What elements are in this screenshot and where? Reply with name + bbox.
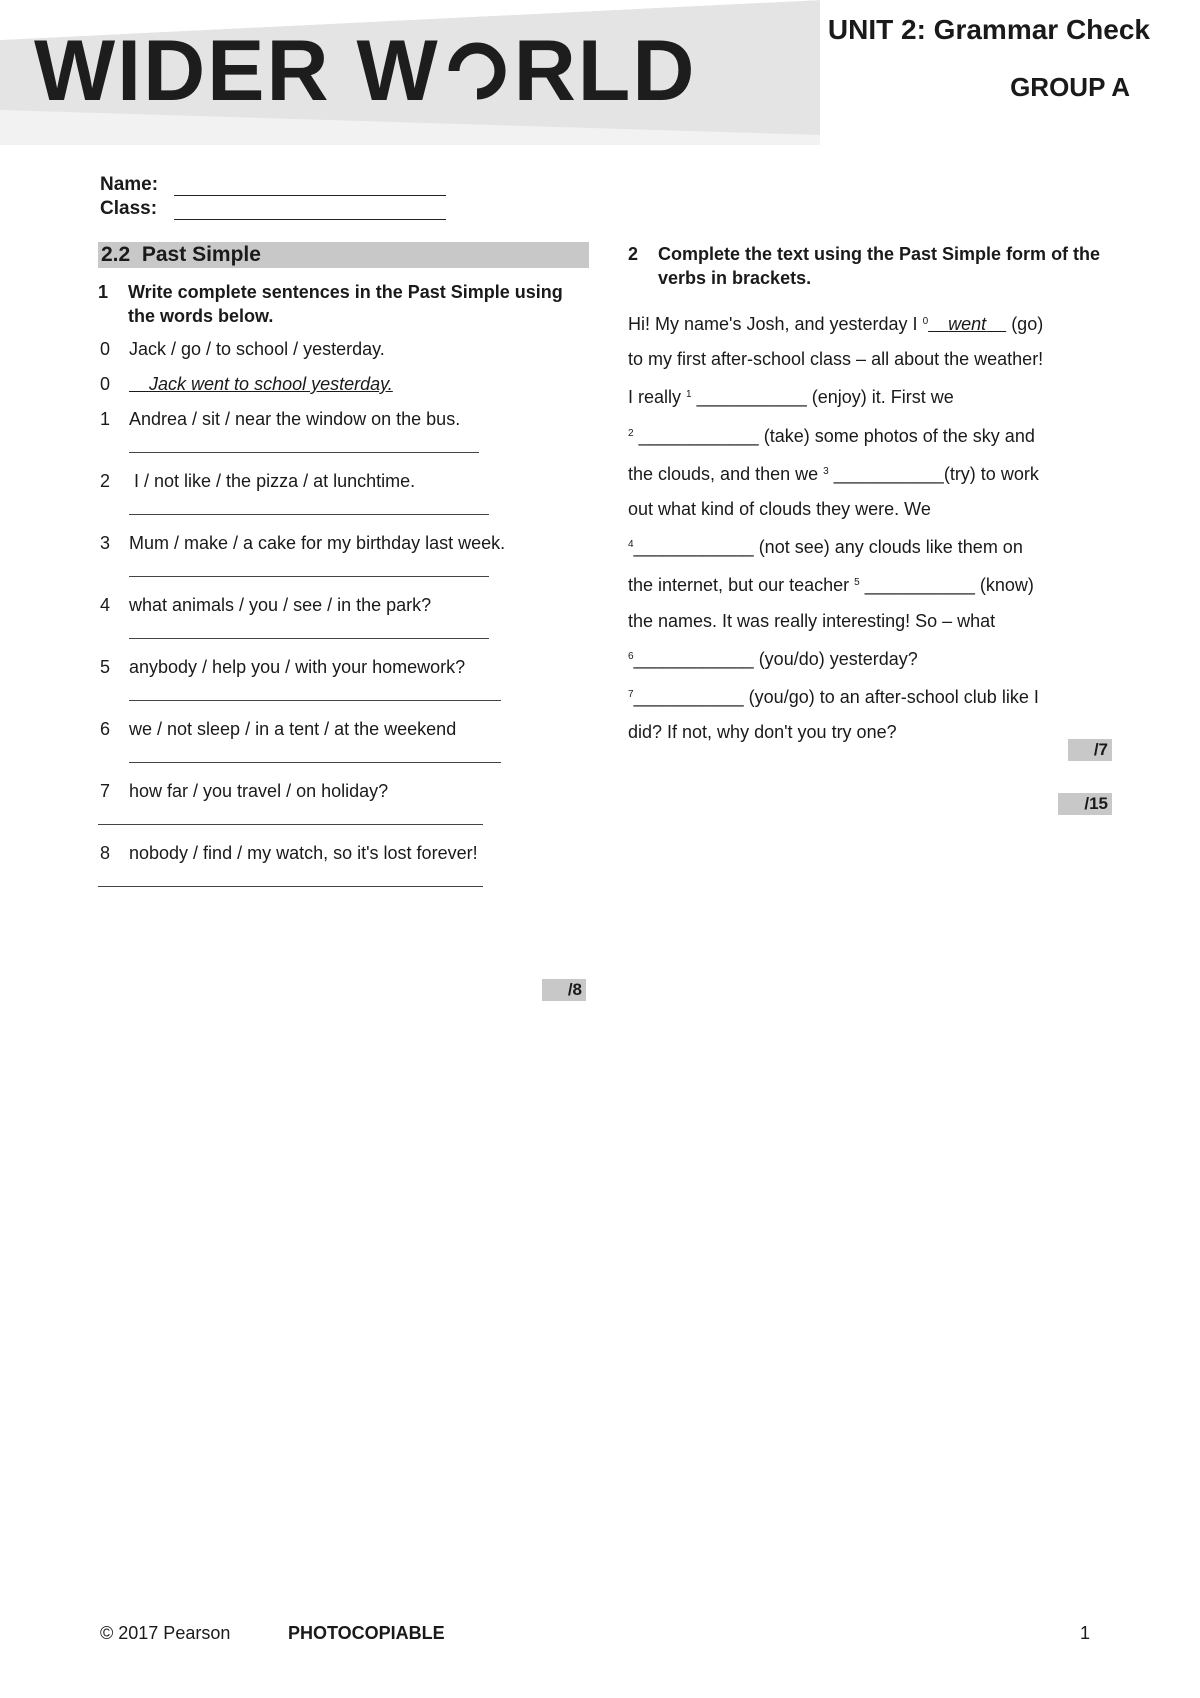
unit-title: UNIT 2: Grammar Check bbox=[827, 14, 1150, 45]
copyright: © 2017 Pearson bbox=[100, 1623, 231, 1643]
list-item: 5 anybody / help you / with your homework? bbox=[100, 657, 466, 677]
name-label: Name: bbox=[100, 174, 159, 195]
exercise-1-score-box: /8 bbox=[542, 979, 586, 1001]
class-label: Class: bbox=[100, 198, 158, 219]
list-item: 8 nobody / find / my watch, so it's lost forever! bbox=[100, 843, 478, 863]
exercise-1-column bbox=[98, 242, 586, 887]
answer-line-4[interactable] bbox=[129, 638, 489, 639]
answer-line-5[interactable] bbox=[129, 700, 501, 701]
example-answer: 0 Jack went to school yesterday. bbox=[100, 374, 393, 394]
logo-o-ring-icon bbox=[442, 32, 512, 102]
exercise-2-score-box: /7 bbox=[1068, 739, 1112, 761]
example-prompt: 0 Jack / go / to school / yesterday. bbox=[100, 339, 385, 359]
photocopiable-label: PHOTOCOPIABLE bbox=[288, 1623, 445, 1643]
list-item: 4 what animals / you / see / in the park? bbox=[100, 595, 432, 615]
list-item: 2 I / not like / the pizza / at lunchtime. bbox=[100, 471, 416, 491]
list-item: 6 we / not sleep / in a tent / at the weekend bbox=[100, 719, 457, 739]
gap-fill-passage: Hi! My name's Josh, and yesterday I $^0$ went (go) to my first after-school class – all about the weather! I really $^1$ ___________ (enjoy) it. First we $^2$ ____________ (take) some photos of the sky and the clouds, and then we $^3$ ___________(try) to work out what kind of clouds they were. We $^4$____________ (not see) any clouds like them on the internet, but our teacher $^5$ ___________ (know) the names. It was really interesting! So – what $^6$____________ (you/do) yesterday? $^7$___________ (you/go) to an after-school club like I did? If not, why don't you try one? bbox=[628, 314, 1044, 743]
answer-line-3[interactable] bbox=[129, 576, 489, 577]
class-field[interactable] bbox=[100, 196, 446, 220]
answer-line-1[interactable] bbox=[129, 452, 479, 453]
wider-world-logo: WIDER W RLD bbox=[34, 23, 697, 119]
exercise-1-instruction: 1 Write complete sentences in the Past Simple using the words below. bbox=[98, 282, 563, 326]
answer-line-7[interactable] bbox=[98, 824, 483, 825]
total-score-box: /15 bbox=[1058, 793, 1112, 815]
answer-line-8[interactable] bbox=[98, 886, 483, 887]
student-fields bbox=[100, 172, 446, 220]
name-input-line[interactable] bbox=[174, 179, 446, 196]
exercise-2-column bbox=[628, 242, 1108, 750]
section-heading: 2.2 Past Simple bbox=[98, 242, 589, 268]
group-label: GROUP A bbox=[1010, 72, 1130, 102]
answer-line-2[interactable] bbox=[129, 514, 489, 515]
answer-line-6[interactable] bbox=[129, 762, 501, 763]
list-item: 1 Andrea / sit / near the window on the bus. bbox=[100, 409, 461, 429]
list-item: 3 Mum / make / a cake for my birthday last week. bbox=[100, 533, 506, 553]
list-item: 7 how far / you travel / on holiday? bbox=[100, 781, 389, 801]
class-input-line[interactable] bbox=[174, 203, 446, 220]
exercise-2-instruction: 2 Complete the text using the Past Simple form of the verbs in brackets. bbox=[628, 244, 1101, 288]
name-field[interactable] bbox=[100, 172, 446, 196]
page-number: 1 bbox=[1079, 1623, 1090, 1643]
